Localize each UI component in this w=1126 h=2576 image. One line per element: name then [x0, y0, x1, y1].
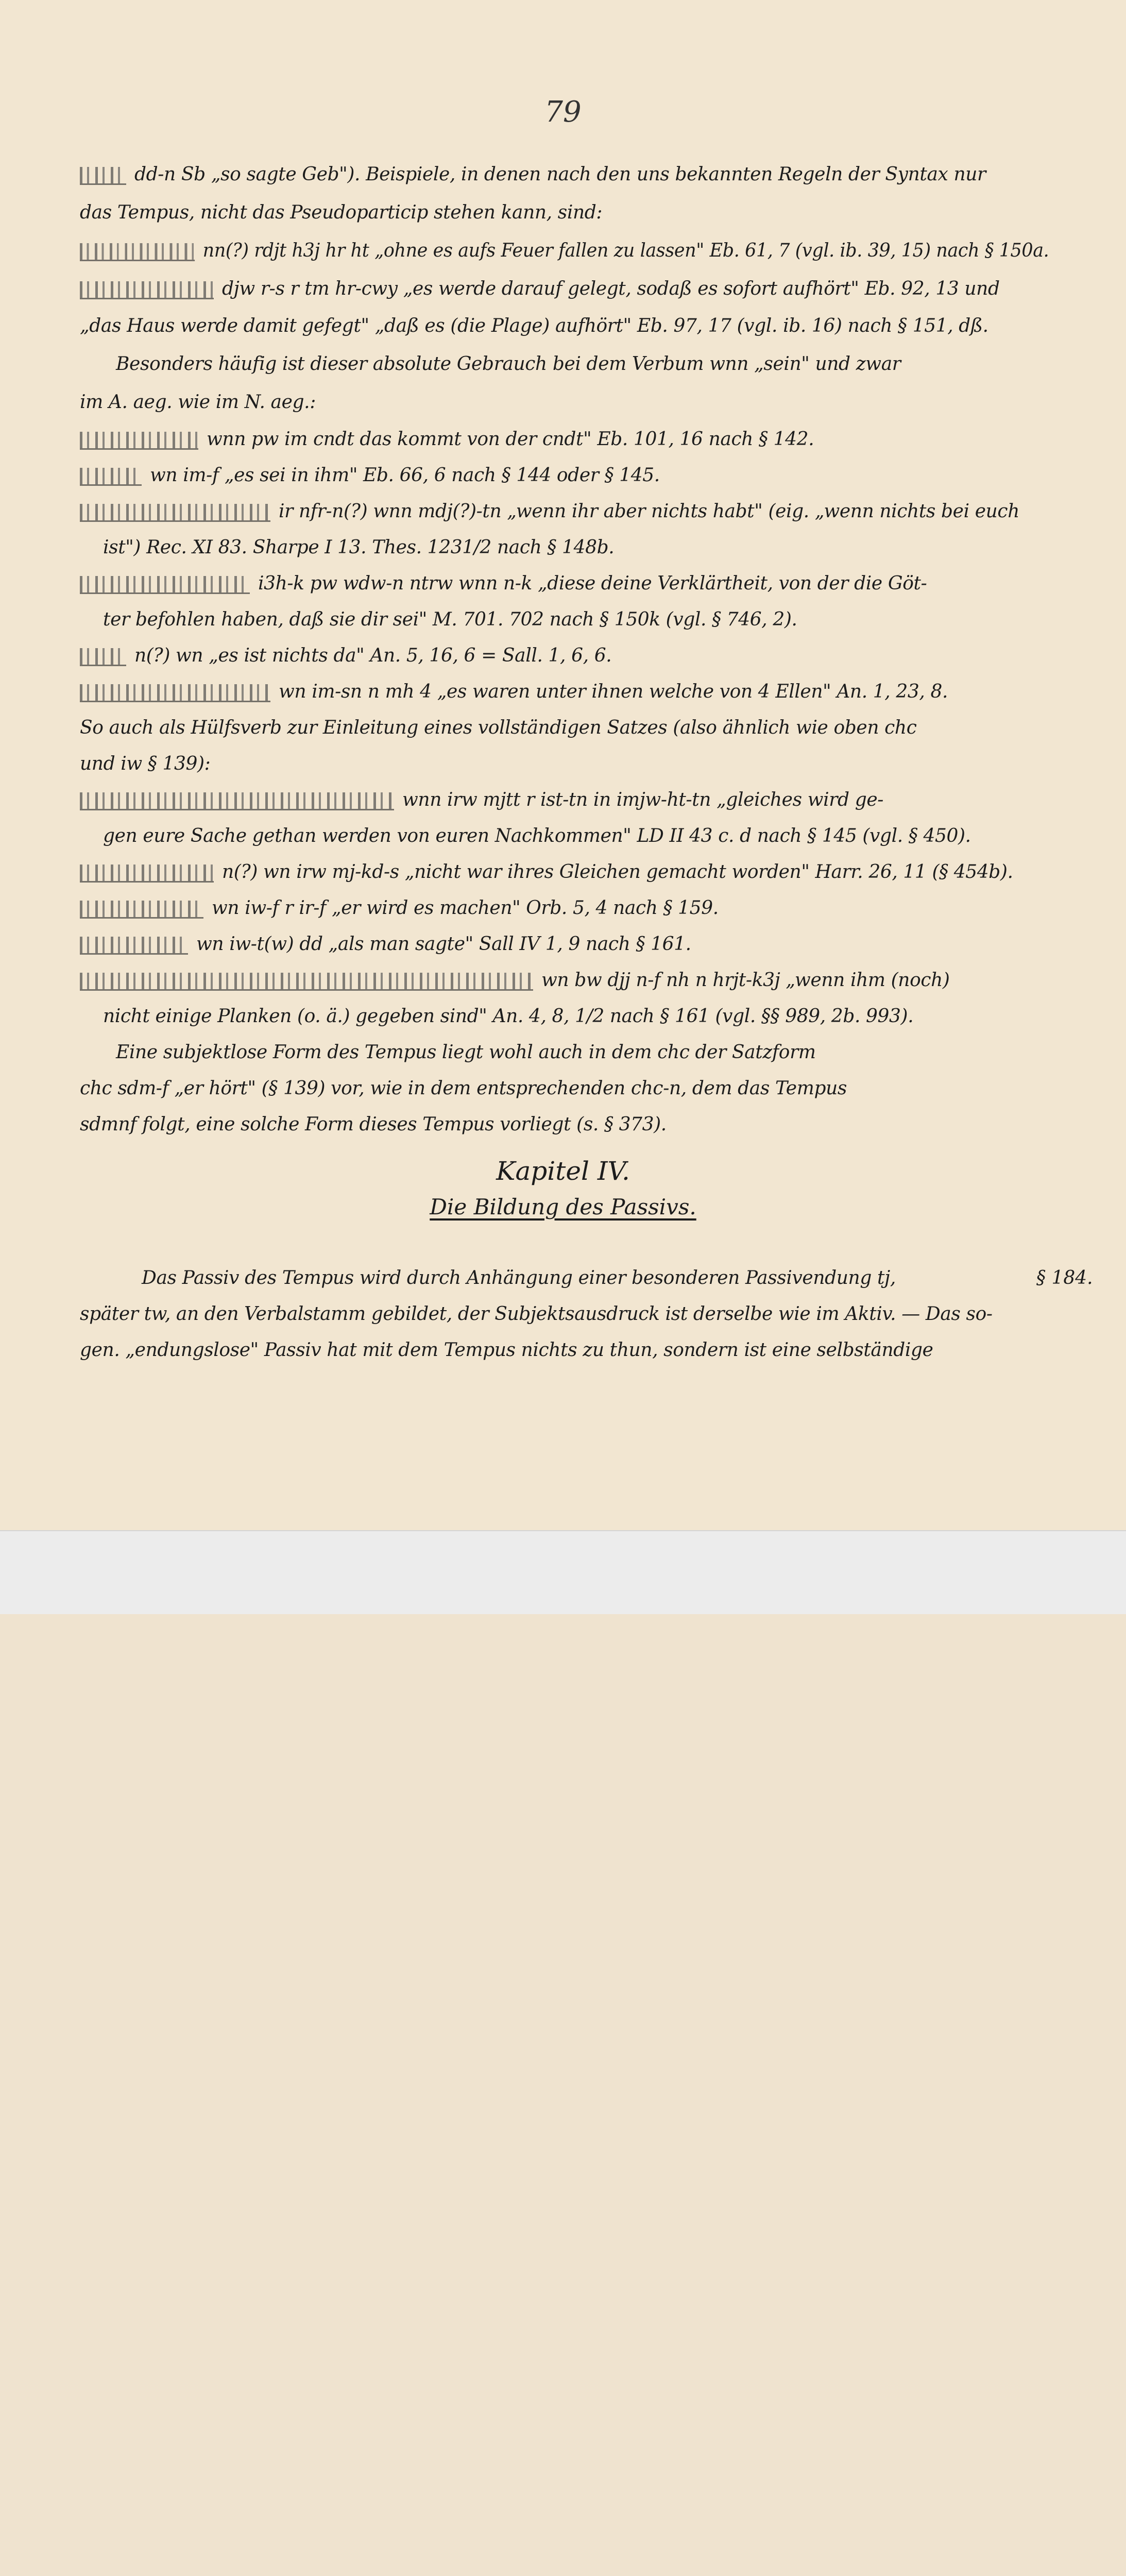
text-line-content: n(?) wn „es ist nichts da" An. 5, 16, 6 = Sall. 1, 6, 6. — [134, 645, 612, 666]
text-line — [80, 717, 916, 738]
hieroglyph-group — [80, 432, 198, 450]
text-line — [80, 934, 691, 955]
text-line — [80, 573, 927, 594]
hieroglyph-group — [80, 792, 394, 810]
text-line — [116, 1042, 816, 1063]
hieroglyph-group — [80, 576, 250, 594]
text-line-content: Eine subjektlose Form des Tempus liegt wohl auch in dem chc der Satzform — [116, 1042, 816, 1063]
viewer-footer — [0, 1530, 1126, 1614]
text-line — [80, 861, 1013, 883]
text-line — [80, 970, 950, 991]
text-line-content: i3h-k pw wdw-n ntrw wnn n-k „diese deine Verklärtheit, von der die Göt- — [258, 573, 927, 594]
text-line — [103, 825, 971, 846]
text-line — [80, 465, 660, 486]
hieroglyph-group — [80, 901, 203, 919]
text-line — [80, 429, 814, 450]
text-line-content: nicht einige Planken (o. ä.) gegeben sind" An. 4, 8, 1/2 nach § 161 (vgl. §§ 989, 2b. 993). — [103, 1006, 914, 1027]
text-line-content: ist") Rec. XI 83. Sharpe I 13. Thes. 1231/2 nach § 148b. — [103, 537, 615, 558]
hieroglyph-group — [80, 281, 214, 299]
text-line — [80, 278, 1000, 299]
text-line-content: Besonders häufig ist dieser absolute Gebrauch bei dem Verbum wnn „sein" und zwar — [116, 353, 901, 375]
text-line-content: „das Haus werde damit gefegt" „daß es (die Plage) aufhört" Eb. 97, 17 (vgl. ib. 16) nach § 151, dß. — [80, 315, 988, 336]
text-line — [80, 1340, 933, 1361]
hieroglyph-group — [80, 973, 533, 991]
text-line — [80, 753, 210, 774]
hieroglyph-group — [80, 684, 270, 702]
hieroglyph-group — [80, 865, 214, 883]
text-line — [80, 202, 602, 223]
text-line-content: wn im-sn n mh 4 „es waren unter ihnen welche von 4 Ellen" An. 1, 23, 8. — [279, 681, 948, 702]
text-line — [103, 537, 614, 558]
text-line-content: und iw § 139): — [80, 753, 211, 774]
text-line-content: ir nfr-n(?) wnn mdj(?)-tn „wenn ihr aber nichts habt" (eig. „wenn nichts bei euch — [279, 501, 1019, 522]
chapter-title: Kapitel IV. — [496, 1156, 630, 1186]
text-line — [80, 645, 611, 666]
text-line-content: gen eure Sache gethan werden von euren Nachkommen" LD II 43 c. d nach § 145 (vgl. § 450). — [103, 825, 971, 846]
text-line — [80, 240, 1049, 261]
text-line-content: wn bw djj n-f nh n hrjt-k3j „wenn ihm (noch) — [541, 970, 950, 991]
text-line — [80, 1114, 667, 1135]
text-line-content: wnn irw mjtt r ist-tn in imjw-ht-tn „gleiches wird ge- — [402, 789, 884, 810]
hieroglyph-group — [80, 937, 188, 955]
text-line-content: wn im-f „es sei in ihm" Eb. 66, 6 nach § 144 oder § 145. — [150, 465, 660, 486]
text-line-content: nn(?) rdjt h3j hr ht „ohne es aufs Feuer fallen zu lassen" Eb. 61, 7 (vgl. ib. 39, 15) nach § 150a. — [202, 240, 1049, 261]
text-line-content: sdmnf folgt, eine solche Form dieses Tempus vorliegt (s. § 373). — [80, 1114, 667, 1135]
text-line — [80, 501, 1019, 522]
text-line-content: Das Passiv des Tempus wird durch Anhängung einer besonderen Passivendung tj, — [142, 1267, 896, 1289]
text-line-content: djw r-s r tm hr-cwy „es werde darauf gelegt, sodaß es sofort aufhört" Eb. 92, 13 und — [222, 278, 1000, 299]
text-line-content: später tw, an den Verbalstamm gebildet, der Subjektsausdruck ist derselbe wie im Aktiv. — Das so- — [80, 1303, 993, 1325]
text-line — [80, 1303, 993, 1325]
text-line — [103, 609, 797, 630]
text-line-content: chc sdm-f „er hört" (§ 139) vor, wie in dem entsprechenden chc-n, dem das Tempus — [80, 1078, 847, 1099]
text-line — [80, 897, 719, 919]
text-line — [80, 392, 316, 413]
text-line-content: wn iw-f r ir-f „er wird es machen" Orb. 5, 4 nach § 159. — [212, 897, 719, 919]
text-line-content: wnn pw im cndt das kommt von der cndt" Eb. 101, 16 nach § 142. — [207, 429, 814, 450]
text-line-content: n(?) wn irw mj-kd-s „nicht war ihres Gleichen gemacht worden" Harr. 26, 11 (§ 454b). — [222, 861, 1013, 883]
text-line — [80, 681, 948, 702]
chapter-subtitle: Die Bildung des Passivs. — [430, 1194, 696, 1219]
page-number: 79 — [544, 95, 582, 129]
text-line-content: ter befohlen haben, daß sie dir sei" M. 701. 702 nach § 150k (vgl. § 746, 2). — [103, 609, 797, 630]
text-line-content: das Tempus, nicht das Pseudoparticip stehen kann, sind: — [80, 202, 603, 223]
text-line — [80, 164, 986, 185]
text-line — [80, 789, 883, 810]
text-line — [103, 1006, 913, 1027]
text-line — [116, 353, 901, 375]
text-line-content: gen. „endungslose" Passiv hat mit dem Tempus nichts zu thun, sondern ist eine selbständige — [80, 1340, 933, 1361]
text-line — [80, 1078, 847, 1099]
text-line-content: So auch als Hülfsverb zur Einleitung eines vollständigen Satzes (also ähnlich wie oben chc — [80, 717, 917, 738]
margin-paragraph-number: § 184. — [1036, 1267, 1093, 1289]
hieroglyph-group — [80, 504, 270, 522]
text-line-content: wn iw-t(w) dd „als man sagte" Sall IV 1, 9 nach § 161. — [196, 934, 691, 955]
hieroglyph-group — [80, 648, 126, 666]
text-line-content: dd-n Sb „so sagte Geb"). Beispiele, in denen nach den uns bekannten Regeln der Syntax nur — [134, 164, 986, 185]
hieroglyph-group — [80, 468, 142, 486]
text-line — [142, 1267, 896, 1289]
text-line — [80, 315, 988, 336]
hieroglyph-group — [80, 167, 126, 185]
text-line-content: im A. aeg. wie im N. aeg.: — [80, 392, 316, 413]
hieroglyph-group — [80, 243, 195, 261]
